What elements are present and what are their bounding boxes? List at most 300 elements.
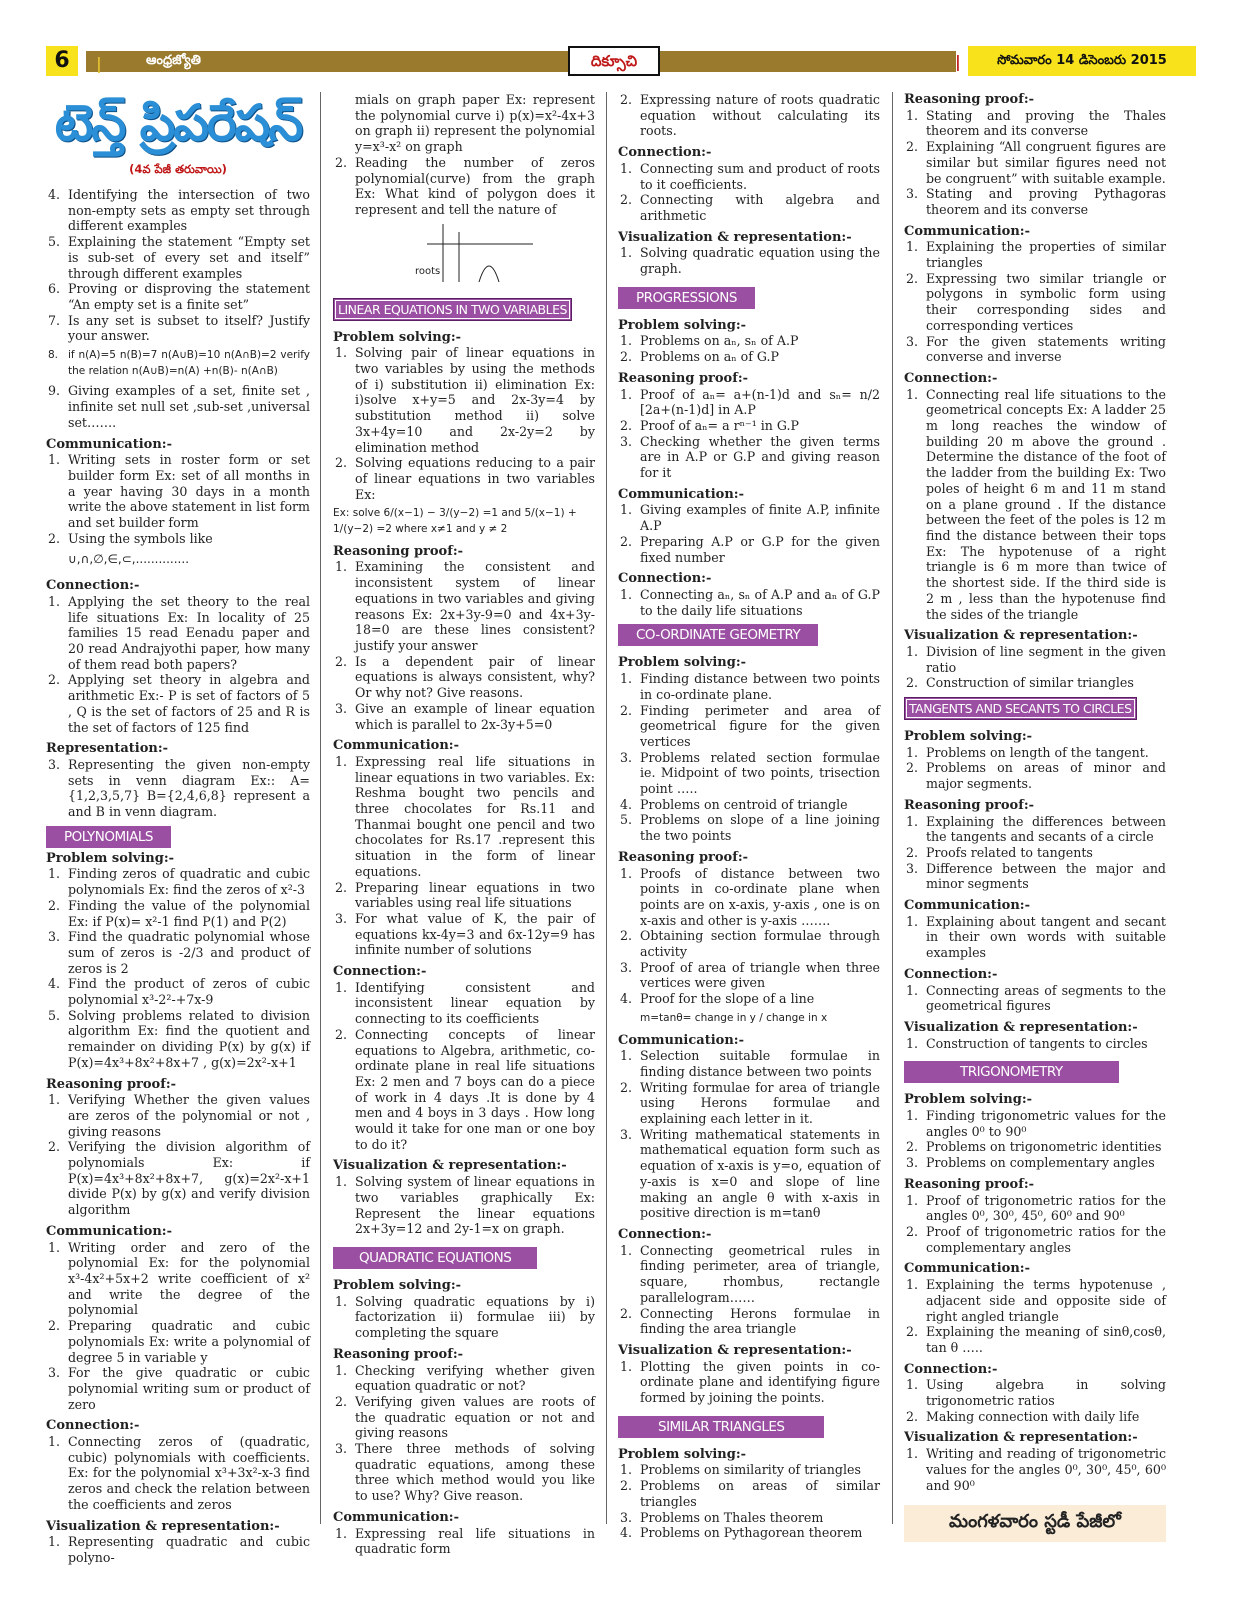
list-text: Selection suitable formulae in finding distance between two points [640, 1048, 880, 1079]
list-item [618, 671, 880, 702]
list-item [618, 1525, 880, 1541]
linear-formula: Ex: solve 6/(x−1) − 3/(y−2) =1 and 5/(x−1) + 1/(y−2) =2 where x≠1 and y ≠ 2 [333, 507, 577, 536]
subhead: Problem solving:- [618, 317, 747, 333]
list-number: 3. [335, 910, 348, 926]
list-text: Construction of similar triangles [926, 675, 1134, 691]
list-item [904, 745, 1166, 761]
list-item [904, 814, 1166, 845]
list-text: Finding the value of the polynomial Ex: if P(x)= x²-1 find P(1) and P(2) [68, 897, 310, 929]
subhead: Connection:- [904, 1361, 998, 1377]
linear-visualization-list [333, 1174, 595, 1237]
list-item [904, 1036, 1166, 1052]
list-item [618, 797, 880, 813]
list-text: Explaining the terms hypotenuse , adjacent side and opposite side of right angled triangle [926, 1277, 1166, 1324]
list-item [333, 754, 595, 880]
list-item [46, 1318, 310, 1365]
subhead: Representation:- [46, 741, 169, 757]
list-number: 1. [620, 245, 633, 261]
list-text: Problems on centroid of triangle [640, 796, 848, 812]
list-text: Examining the consistent and inconsistent system of linear equations in two variables and giving reasons Ex: 2x+3y-9=0 and 4x+3y-18=0 are these lines consistent? justify your answer [355, 559, 595, 653]
list-number: 1. [906, 386, 919, 402]
section-band-similar-triangles: SIMILAR TRIANGLES [618, 1416, 824, 1438]
subhead: Communication:- [904, 898, 1030, 914]
list-number: 1. [48, 1092, 61, 1108]
list-item [618, 1080, 880, 1127]
list-item: 9. Giving examples of a set, finite set , infinite set null set ,sub-set ,universal set……. [48, 383, 310, 430]
coordinate-communication-list [618, 1048, 880, 1221]
column-3 [618, 92, 880, 1541]
list-item [618, 750, 880, 797]
coordinate-reasoning-list [618, 866, 880, 1007]
list-text: Is any set is subset to itself? Justify your answer. [68, 312, 310, 344]
list-text: Reading the number of zeros polynomial(curve) from the graph Ex: What kind of polygon does it represent and tell the nature of [355, 154, 595, 217]
list-item [904, 271, 1166, 334]
list-text: There three methods of solving quadratic equations, among these three which method would you like to use? Why? Give reason. [355, 1441, 595, 1504]
list-text: Explaining about tangent and secant in their own words with suitable examples [926, 913, 1166, 961]
page-header [40, 46, 1190, 76]
list-number: 1. [620, 1242, 633, 1258]
list-item [618, 434, 880, 481]
list-item [333, 1027, 595, 1153]
list-text: Expressing two similar triangle or polygons in symbolic form using their corresponding sides and corresponding vertices [926, 270, 1166, 333]
list-item [333, 559, 595, 653]
list-item [904, 644, 1166, 675]
list-number: 1. [620, 865, 633, 881]
subhead: Communication:- [46, 1223, 172, 1239]
section-band-polynomials: POLYNOMIALS [46, 826, 171, 848]
list-text: Solving problems related to division algorithm Ex: find the quotient and remainder on dividing P(x) by g(x) if P(x)=4x³+8x²+8x+7 , g(x)=2x²-x+1 [68, 1007, 310, 1070]
list-number: 2. [906, 1224, 919, 1239]
linear-connection-list [333, 980, 595, 1153]
tangent-connection-list [904, 983, 1166, 1014]
list-text: Using algebra in solving trigonometric ratios [926, 1377, 1166, 1409]
list-number: 3. [620, 749, 633, 765]
list-item [333, 155, 595, 218]
list-item [618, 192, 880, 223]
list-item [618, 1306, 880, 1337]
list-number: 1. [906, 813, 919, 829]
trig-communication-list [904, 1277, 1166, 1356]
list-text: Expressing real life situations in linear equations in two variables. Ex: Reshma bought two pencils and three chocolates for Rs.11 and Thanmai bought one pencil and two chocolates for Rs.17 .represent this situation in the form of linear equations. [355, 753, 595, 879]
list-number: 5. [620, 812, 633, 828]
date-divider-icon: | [955, 52, 961, 71]
list-text: Proofs related to tangents [926, 844, 1093, 860]
list-number: 2. [335, 154, 348, 170]
list-number: 1. [335, 1293, 348, 1309]
list-item [46, 187, 310, 234]
column-1 [46, 92, 310, 1566]
list-text: Problems on Thales theorem [640, 1509, 824, 1525]
subhead: Connection:- [904, 370, 998, 386]
list-text: Using the symbols like [68, 530, 213, 546]
list-item [333, 1174, 595, 1237]
list-number: 1. [48, 866, 61, 882]
column-divider [320, 92, 321, 1524]
list-item [46, 1365, 310, 1412]
list-item [333, 1363, 595, 1394]
subhead: Communication:- [333, 1509, 459, 1525]
list-item [618, 1127, 880, 1221]
list-text: Verifying the division algorithm of polynomials Ex: if P(x)=4x³+8x²+8x+7, g(x)=2x²-x+1 divide P(x) by g(x) and verify division algorithm [68, 1139, 310, 1218]
list-item [333, 911, 595, 958]
list-text: Writing formulae for area of triangle using Herons formulae and explaining each letter in it. [640, 1079, 880, 1127]
list-text: Preparing linear equations in two variables using real life situations [355, 879, 595, 911]
linear-communication-list [333, 754, 595, 958]
list-number: 1. [906, 1446, 919, 1462]
subhead: Communication:- [904, 223, 1030, 239]
list-number: 3. [620, 959, 633, 975]
list-text: Connecting geometrical rules in finding perimeter, area of triangle, square, rhombus, rectangle parallelogram…… [640, 1242, 880, 1305]
list-number: 1. [620, 333, 633, 349]
poly-reasoning-list [46, 1092, 310, 1218]
list-item [618, 991, 880, 1007]
list-item [46, 531, 310, 547]
list-number: 3. [620, 1126, 633, 1142]
header-bar [86, 51, 956, 72]
list-item [904, 139, 1166, 186]
sets-item-8 [46, 348, 310, 379]
list-text: Stating and proving Pythagoras theorem and its converse [926, 186, 1166, 217]
subhead: Problem solving:- [333, 329, 462, 345]
list-item [333, 701, 595, 732]
list-number: 1. [906, 1035, 919, 1051]
list-item [904, 1446, 1166, 1493]
slope-formula: m=tanθ= change in y / change in x [640, 1011, 828, 1024]
trig-reasoning-list [904, 1193, 1166, 1256]
trig-problem-list [904, 1108, 1166, 1171]
list-number: 7. [48, 312, 61, 328]
list-item [333, 455, 595, 502]
list-text: Find the product of zeros of cubic polynomial x³-2²-+7x-9 [68, 976, 310, 1008]
subhead: Reasoning proof:- [904, 797, 1035, 813]
list-number: 1. [620, 586, 633, 602]
list-text: Problems related section formulae ie. Midpoint of two points, trisection point ….. [640, 749, 880, 797]
list-item [46, 594, 310, 673]
list-number: 1. [620, 1048, 633, 1064]
section-name: దిక్సూచి [568, 46, 660, 76]
section-band-linear-equations: LINEAR EQUATIONS IN TWO VARIABLES [333, 298, 572, 321]
progression-reasoning-list [618, 387, 880, 481]
column-4 [904, 92, 1166, 1542]
list-number: 2. [48, 1139, 61, 1155]
list-text: Checking whether the given terms are in A.P or G.P and giving reason for it [640, 433, 880, 481]
list-text: Solving pair of linear equations in two variables by using the methods of i) substitution ii) elimination Ex: i)solve x+y=5 and 2x-3y=4 by substitution method ii) solve 3x+4y=10 and 2x-2y=2 by elimination method [355, 345, 595, 455]
sets-list [46, 187, 310, 344]
list-number: 1. [335, 753, 348, 769]
list-number: 2. [620, 192, 633, 208]
list-item [904, 983, 1166, 1014]
list-item [333, 654, 595, 701]
feature-title: టెన్త్ ప్రిపరేషన్ [54, 94, 302, 152]
list-number: 2. [335, 653, 348, 669]
list-number: 2. [620, 1305, 633, 1321]
subhead: Visualization & representation:- [904, 1430, 1138, 1446]
list-item [904, 239, 1166, 270]
quadratic-connection-list [618, 161, 880, 224]
list-number: 2. [335, 1026, 348, 1042]
list-number: 2. [906, 270, 919, 286]
list-number: 2. [620, 928, 633, 944]
list-number: 1. [335, 559, 348, 575]
list-number: 1. [48, 1239, 61, 1255]
list-text: Finding perimeter and area of geometrical figure for the given vertices [640, 702, 880, 749]
list-item [618, 587, 880, 618]
list-number: 2. [906, 844, 919, 860]
graph-label: roots [415, 265, 441, 277]
subhead: Communication:- [618, 486, 744, 502]
list-item [618, 1462, 880, 1478]
list-number: 2. [335, 1393, 348, 1409]
list-item [904, 1139, 1166, 1155]
list-text: Writing order and zero of the polynomial Ex: for the polynomial x³-4x²+5x+2 write coefficient of x² and write the degree of the polynomial [68, 1239, 310, 1318]
list-text: Expressing nature of roots quadratic equation without calculating its roots. [640, 92, 880, 139]
list-text: Connecting aₙ, sₙ of A.P and aₙ of G.P to the daily life situations [640, 586, 880, 618]
list-number: 1. [48, 452, 61, 468]
list-item [904, 1377, 1166, 1408]
list-item [46, 1008, 310, 1071]
list-number: 1. [906, 643, 919, 659]
list-text: Applying the set theory to the real life situations Ex: In locality of 25 families 15 read Eenadu paper and 20 read Andrajyothi paper, how many of them read both papers? [68, 593, 310, 672]
poly-communication-list [46, 1240, 310, 1413]
list-number: 1. [620, 386, 633, 402]
poly-problem-list [46, 866, 310, 1070]
list-number: 1. [906, 239, 919, 255]
list-item [904, 186, 1166, 217]
list-item [904, 1324, 1166, 1355]
list-number: 2. [335, 455, 348, 471]
sets-item-9 [46, 383, 310, 430]
list-text: Proof of aₙ= a rⁿ⁻¹ in G.P [640, 417, 799, 433]
sets-representation-list [46, 757, 310, 820]
subhead: Connection:- [904, 966, 998, 982]
list-item [904, 760, 1166, 791]
list-text: Connecting zeros of (quadratic, cubic) polynomials with coefficients. Ex: for the polynomial x³+3x²-x-3 find zeros and check the relation between the coefficients and zeros [68, 1434, 310, 1512]
list-number: 2. [620, 702, 633, 718]
coordinate-problem-list [618, 671, 880, 844]
list-item [618, 333, 880, 349]
list-text: Explaining the statement “Empty set is sub-set of every set and itself” through different examples [68, 234, 310, 281]
list-item [333, 880, 595, 911]
list-text: For the given statements writing converse and inverse [926, 333, 1166, 365]
list-item [904, 1108, 1166, 1139]
trig-visualization-list [904, 1446, 1166, 1493]
list-text: Connecting areas of segments to the geometrical figures [926, 982, 1166, 1014]
list-number: 2. [335, 879, 348, 895]
continued-text: mials on graph paper Ex: represent the polynomial curve i) p(x)=x²-4x+3 on graph ii) represent the polynomial y=x³-x² on graph [355, 92, 595, 155]
list-item [46, 313, 310, 344]
list-text: Finding distance between two points in co-ordinate plane. [640, 671, 880, 702]
subhead: Problem solving:- [904, 1092, 1033, 1108]
list-item [333, 1294, 595, 1341]
list-text: Problems on areas of similar triangles [640, 1478, 880, 1509]
list-number: 3. [906, 1155, 919, 1171]
quadratic-cont-list [618, 92, 880, 139]
list-item [904, 1155, 1166, 1171]
list-text: Checking verifying whether given equation quadratic or not? [355, 1362, 595, 1394]
list-number: 2. [48, 897, 61, 913]
list-number: 1. [620, 160, 633, 176]
list-item [618, 1048, 880, 1079]
list-number: 3. [335, 700, 348, 716]
list-text: Explaining the differences between the tangents and secants of a circle [926, 813, 1166, 845]
subhead: Reasoning proof:- [618, 849, 749, 865]
list-text: Connecting Herons formulae in finding the area triangle [640, 1305, 880, 1337]
list-item [618, 960, 880, 991]
list-item [46, 281, 310, 312]
tangent-visualization-list [904, 1036, 1166, 1052]
subhead: Visualization & representation:- [46, 1518, 280, 1534]
list-text: Preparing quadratic and cubic polynomials Ex: write a polynomial of degree 5 in variable y [68, 1318, 310, 1365]
list-number: 1. [335, 979, 348, 995]
section-band-coordinate-geometry: CO-ORDINATE GEOMETRY [618, 624, 818, 646]
similar-problem-list [618, 1462, 880, 1541]
list-number: 1. [48, 1534, 61, 1550]
progression-communication-list [618, 502, 880, 565]
list-text: Finding trigonometric values for the angles 0⁰ to 90⁰ [926, 1108, 1166, 1139]
roots-graph-figure [413, 222, 573, 286]
progression-problem-list [618, 333, 880, 364]
subhead: Connection:- [618, 1227, 712, 1242]
list-text: Problems on trigonometric identities [926, 1139, 1162, 1155]
list-number: 2. [48, 672, 61, 688]
list-text: Difference between the major and minor segments [926, 860, 1166, 892]
list-number: 4. [48, 976, 61, 992]
list-number: 3. [335, 1441, 348, 1457]
list-text: Obtaining section formulae through activity [640, 928, 880, 960]
list-text: Connecting concepts of linear equations to Algebra, arithmetic, co-ordinate plane in real life situations Ex: 2 men and 7 boys can do a piece of work in 4 days .It is done by 4 men and 4 boys in 3 days . How long would it take for one man or one boy to do it? [355, 1026, 595, 1152]
subhead: Connection:- [618, 145, 712, 161]
sets-communication-list [46, 452, 310, 546]
list-item [904, 861, 1166, 892]
next-issue-note: మంగళవారం స్టడీ పేజీలో [904, 1505, 1166, 1542]
poly-connection-list [46, 1434, 310, 1513]
list-item [618, 161, 880, 192]
list-number: 2. [906, 675, 919, 691]
list-number: 2. [906, 1139, 919, 1155]
graph-reading-list [333, 155, 595, 218]
list-text: Stating and proving the Thales theorem and its converse [926, 107, 1166, 139]
section-band-progressions: PROGRESSIONS [618, 287, 755, 309]
list-number: 1. [906, 1108, 919, 1124]
list-text: Proof of area of triangle when three vertices were given [640, 959, 880, 991]
list-number: 1. [48, 593, 61, 609]
list-item [46, 1534, 310, 1565]
subhead: Problem solving:- [46, 850, 175, 866]
similar-communication-list [904, 239, 1166, 365]
list-item [46, 234, 310, 281]
column-divider [892, 92, 893, 1524]
subhead: Problem solving:- [333, 1278, 462, 1293]
list-item [46, 929, 310, 976]
list-item [618, 502, 880, 533]
progression-connection-list [618, 587, 880, 618]
list-number: 2. [620, 417, 633, 433]
list-number: 2. [906, 1408, 919, 1424]
list-number: 3. [48, 929, 61, 945]
list-item [618, 703, 880, 750]
list-item [333, 980, 595, 1027]
list-text: Verifying Whether the given values are zeros of the polynomial or not , giving reasons [68, 1092, 310, 1139]
set-symbols: ∪,∩,∅,∈,⊂,.............. [68, 552, 190, 567]
list-text: Explaining the properties of similar triangles [926, 239, 1166, 271]
list-item [904, 1409, 1166, 1425]
list-number: 2. [620, 1079, 633, 1095]
trig-connection-list [904, 1377, 1166, 1424]
subhead: Visualization & representation:- [904, 628, 1138, 644]
list-text: Identifying the intersection of two non-empty sets as empty set through different examples [68, 187, 310, 234]
list-number: 1. [906, 107, 919, 123]
list-number: 4. [620, 796, 633, 812]
list-text: Solving quadratic equation using the graph. [640, 245, 880, 277]
issue-date: సోమవారం 14 డిసెంబరు 2015 [968, 46, 1196, 76]
list-item [904, 845, 1166, 861]
list-number: 2. [620, 92, 633, 107]
continued-note: (4వ పేజీ తరువాయి) [129, 162, 227, 176]
page-number: 6 [46, 46, 78, 76]
list-number: 1. [906, 1277, 919, 1293]
list-item [333, 1526, 595, 1557]
list-item [618, 387, 880, 418]
section-band-trigonometry: TRIGONOMETRY [904, 1061, 1119, 1083]
list-number: 2. [620, 533, 633, 549]
list-text: Explaining “All congruent figures are similar but similar figures need not be congruent” with suitable example. [926, 139, 1166, 186]
list-item [618, 92, 880, 139]
list-text: Problems on Pythagorean theorem [640, 1525, 863, 1541]
list-number: 2. [906, 139, 919, 155]
tangent-communication-list [904, 914, 1166, 961]
list-text: Verifying given values are roots of the quadratic equation or not and giving reasons [355, 1393, 595, 1441]
list-number: 4. [620, 1525, 633, 1541]
list-number: 1. [906, 1192, 919, 1208]
list-number: 2. [906, 1324, 919, 1340]
similar-visualization-list [904, 644, 1166, 691]
list-item [904, 387, 1166, 623]
subhead: Communication:- [46, 436, 172, 452]
list-text: Solving equations reducing to a pair of linear equations in two variables Ex: [355, 455, 595, 502]
list-number: 1. [906, 913, 919, 929]
list-text: Identifying consistent and inconsistent linear equation by connecting to its coefficients [355, 979, 595, 1027]
list-text: Finding zeros of quadratic and cubic polynomials Ex: find the zeros of x²-3 [68, 866, 310, 898]
poly-visualization-list [46, 1534, 310, 1565]
list-number: 3. [48, 1365, 61, 1381]
list-text: Division of line segment in the given ratio [926, 643, 1166, 675]
linear-problem-list [333, 345, 595, 502]
list-text: Preparing A.P or G.P for the given fixed number [640, 533, 880, 565]
subhead: Communication:- [618, 1032, 744, 1048]
list-text: Connecting with algebra and arithmetic [640, 192, 880, 223]
list-text: Giving examples of finite A.P, infinite A.P [640, 502, 880, 534]
list-item [904, 914, 1166, 961]
list-text: Proof of aₙ= a+(n-1)d and sₙ= n/2 [2a+(n-1)d] in A.P [640, 386, 880, 418]
list-text: Solving quadratic equations by i) factorization ii) formulae iii) by completing the square [355, 1293, 595, 1341]
list-number: 1. [906, 982, 919, 998]
list-text: For what value of K, the pair of equations kx-4y=3 and 6x-12y=9 has infinite number of solutions [355, 910, 595, 958]
list-number: 1. [335, 1525, 348, 1541]
list-item [618, 245, 880, 276]
list-number: 3. [620, 433, 633, 449]
list-item [618, 1359, 880, 1406]
column-2 [333, 92, 595, 1557]
subhead: Communication:- [333, 738, 459, 754]
list-number: 4. [620, 991, 633, 1007]
list-number: 1. [335, 1362, 348, 1378]
list-text: Connecting sum and product of roots to it coefficients. [640, 160, 880, 192]
subhead: Connection:- [333, 964, 427, 980]
list-text: Find the quadratic polynomial whose sum of zeros is -2/3 and product of zeros is 2 [68, 929, 310, 976]
list-number: 3. [620, 1509, 633, 1525]
list-text: Problems on length of the tangent. [926, 744, 1149, 760]
list-item [618, 1478, 880, 1509]
